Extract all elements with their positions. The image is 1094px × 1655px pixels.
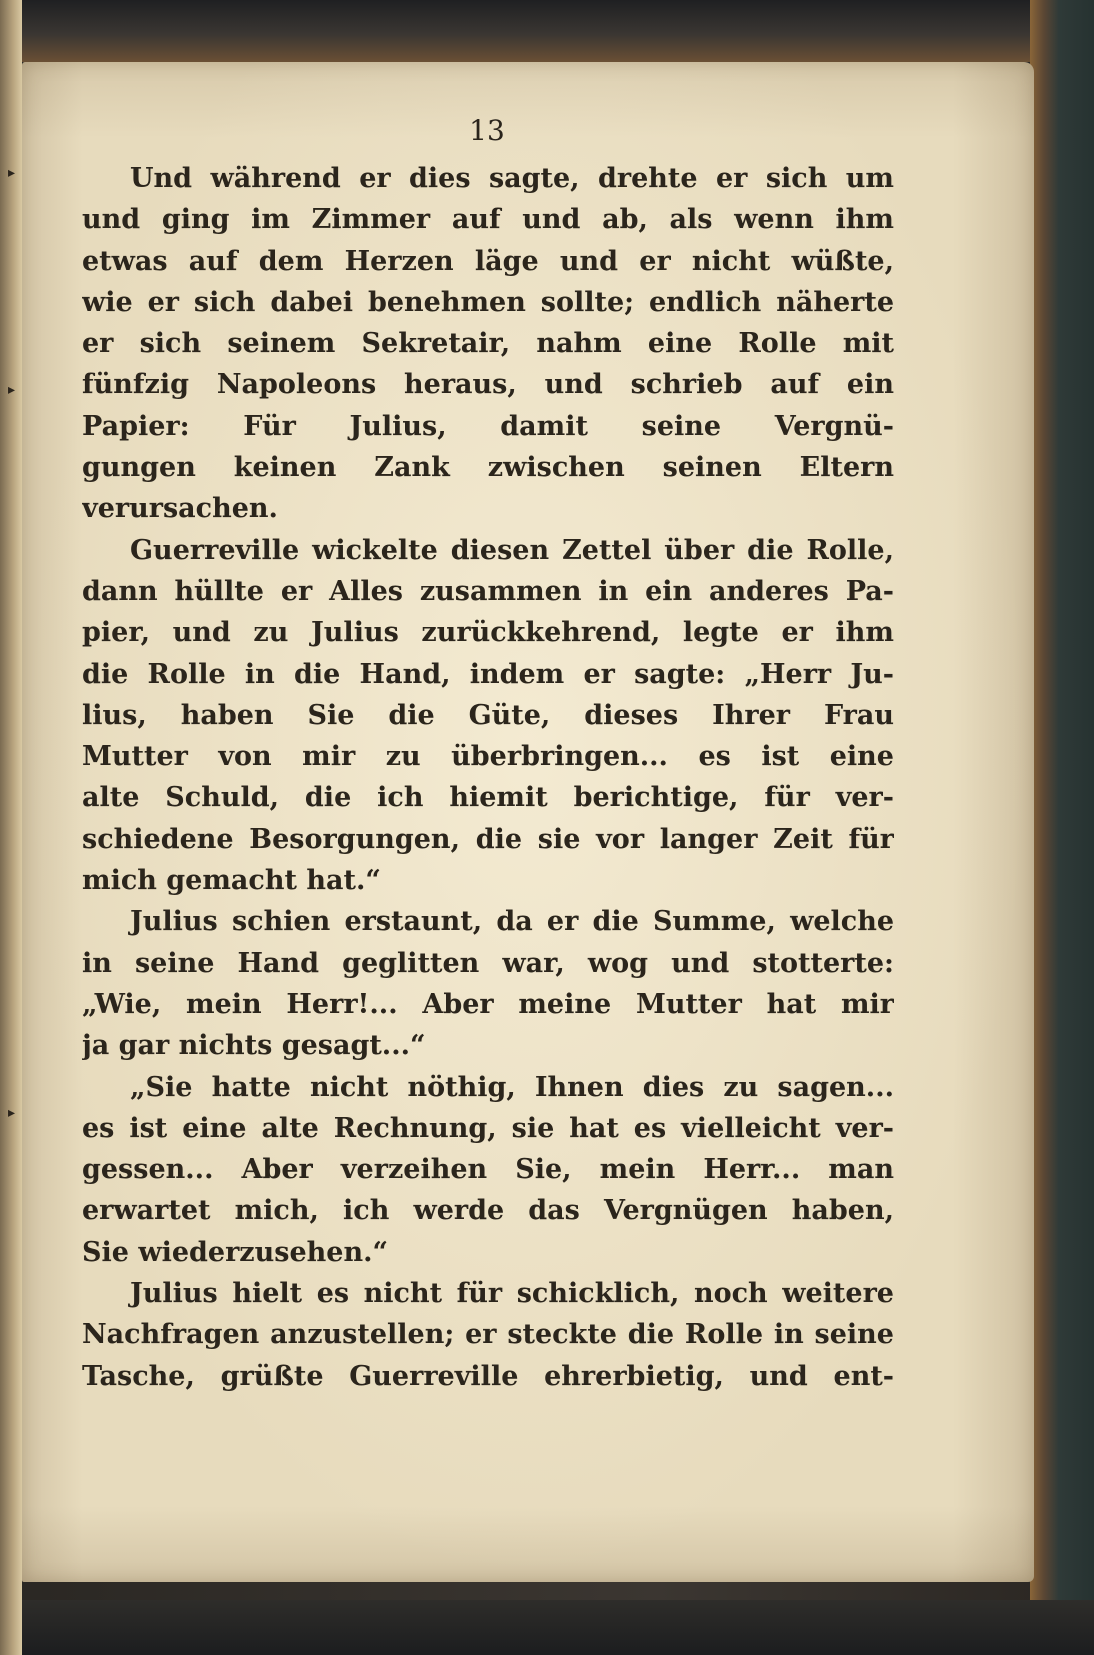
text-line: etwas auf dem Herzen läge und er nicht wüßte, (82, 245, 894, 277)
margin-tick-mark: ▸ (8, 165, 16, 181)
text-line: gessen... Aber verzeihen Sie, mein Herr... man (82, 1154, 894, 1186)
text-line: „Wie, mein Herr!... Aber meine Mutter hat mir (82, 988, 894, 1020)
book-cover-right-edge (1030, 0, 1094, 1655)
book-page (22, 62, 1034, 1582)
text-line: verursachen. (82, 493, 278, 525)
text-line: Guerreville wickelte diesen Zettel über die Rolle, (130, 534, 894, 566)
text-line: erwartet mich, ich werde das Vergnügen haben, (82, 1195, 894, 1227)
text-line: dann hüllte er Alles zusammen in ein anderes Pa- (82, 575, 894, 607)
text-line: Und während er dies sagte, drehte er sich um (130, 163, 894, 194)
text-line: Nachfragen anzustellen; er steckte die Rolle in seine (82, 1319, 894, 1351)
text-line: Julius hielt es nicht für schicklich, noch weitere (130, 1278, 894, 1310)
book-page-left-edge (0, 0, 22, 1655)
text-line: „Sie hatte nicht nöthig, Ihnen dies zu sagen... (130, 1071, 894, 1103)
text-line: alte Schuld, die ich hiemit berichtige, für ver- (82, 782, 894, 814)
text-line: mich gemacht hat.“ (82, 865, 381, 897)
margin-tick-mark: ▸ (8, 382, 16, 398)
page-text (82, 158, 894, 1397)
book-cover-top-edge (0, 0, 1094, 62)
text-line: Papier: Für Julius, damit seine Vergnü- (82, 410, 894, 442)
text-line: in seine Hand geglitten war, wog und stotterte: (82, 947, 894, 979)
margin-tick-mark: ▸ (8, 1105, 16, 1121)
text-line: und ging im Zimmer auf und ab, als wenn ihm (82, 204, 894, 236)
text-line: fünfzig Napoleons heraus, und schrieb auf ein (82, 369, 894, 401)
page-number: 13 (469, 114, 505, 147)
text-line: schiedene Besorgungen, die sie vor langer Zeit für (82, 823, 894, 855)
text-line: die Rolle in die Hand, indem er sagte: „Herr Ju- (82, 658, 894, 690)
text-line: gungen keinen Zank zwischen seinen Eltern (82, 452, 894, 484)
text-line: lius, haben Sie die Güte, dieses Ihrer Frau (82, 699, 894, 731)
text-line: pier, und zu Julius zurückkehrend, legte er ihm (82, 617, 894, 649)
book-cover-bottom-edge (0, 1600, 1094, 1655)
text-line: Sie wiederzusehen.“ (82, 1236, 389, 1268)
text-line: Tasche, grüßte Guerreville ehrerbietig, und ent- (82, 1360, 894, 1392)
text-line: wie er sich dabei benehmen sollte; endlich näherte (82, 286, 894, 318)
text-line: Mutter von mir zu überbringen... es ist eine (82, 741, 894, 773)
text-line: Julius schien erstaunt, da er die Summe, welche (130, 906, 894, 938)
text-line: er sich seinem Sekretair, nahm eine Rolle mit (82, 328, 894, 360)
text-line: es ist eine alte Rechnung, sie hat es vielleicht ver- (82, 1112, 894, 1144)
text-line: ja gar nichts gesagt...“ (82, 1030, 426, 1062)
